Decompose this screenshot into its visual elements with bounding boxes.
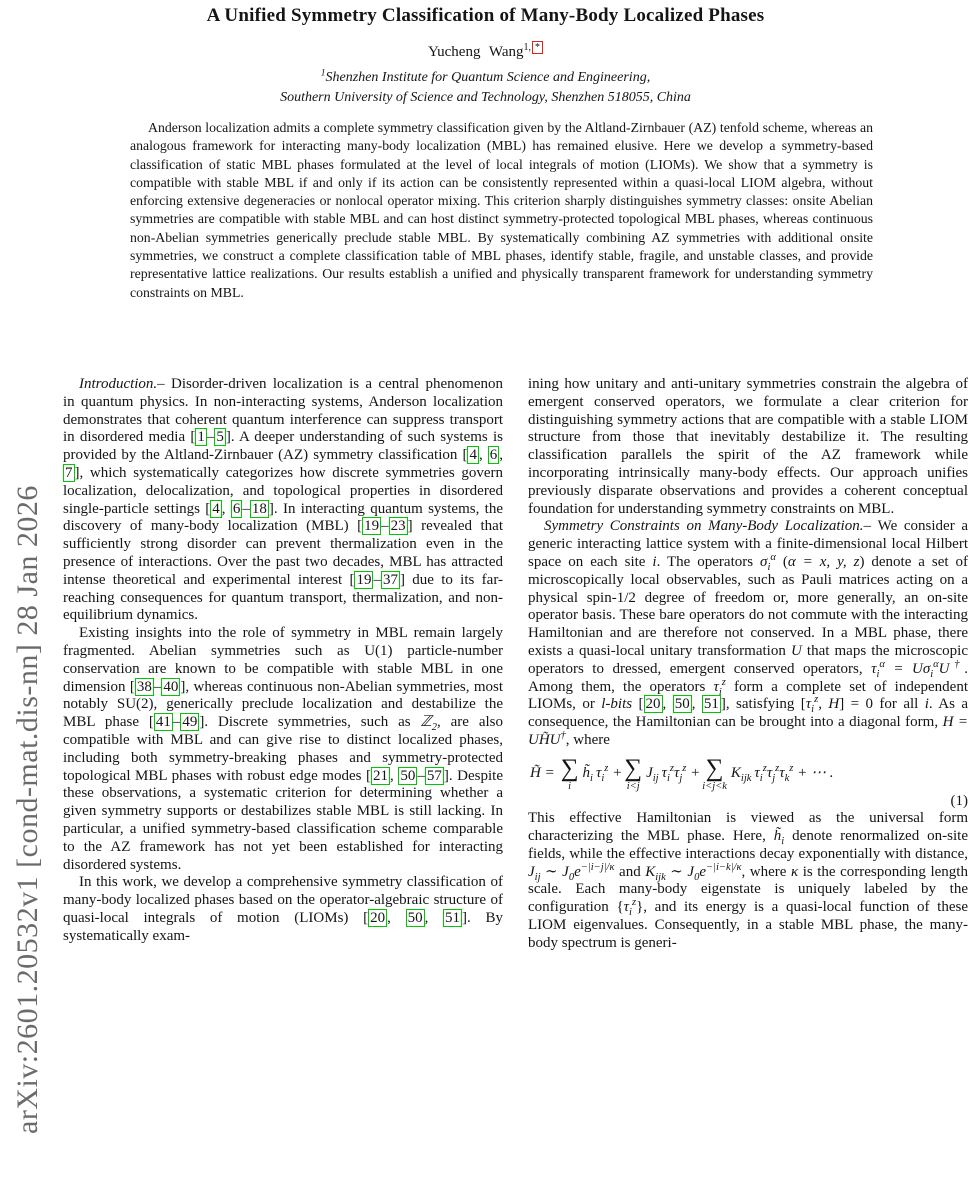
abstract: Anderson localization admits a complete symmetry classification given by the Altland-Zirnbauer (AZ) tenfold scheme, whereas an analogous framework for interacting many-body localization (MBL) has remained elusive. Here we develop a symmetry-based classification of static MBL phases formulated at the level of local integrals of motion (LIOMs). We show that a symmetry is compatible with stable MBL if and only if its action can be consistently represented within a quasi-local LIOM algebra, without enforcing extensive degeneracies or nonlocal operator mixing. This criterion sharply distinguishes symmetry classes: onsite Abelian symmetries are compatible with stable MBL and can host distinct symmetry-protected topological MBL phases, whereas continuous non-Abelian symmetries generically preclude stable MBL. By systematically combining AZ symmetries with additional onsite symmetries, we construct a complete classification table of MBL phases, identify stable, fragile, and unstable classes, and provide representative lattice realizations. Our results establish a unified and physically transparent framework for understanding symmetry constraints on MBL.	[130, 120, 873, 300]
citation-link[interactable]: 50	[400, 767, 416, 784]
equation-term: $J_{ij}$ $\tau_i^z\tau_j^z$ +	[646, 763, 701, 785]
citation-link[interactable]: 40	[163, 678, 179, 695]
math-inline: ℤ$_2$	[420, 714, 437, 734]
citation-link[interactable]: 38	[136, 678, 152, 695]
math-inline: $J_{ij}$ ∼ $J_0e^{-|i-j|/\kappa}$	[528, 861, 615, 883]
math-inline: α = x, y, z	[787, 553, 860, 570]
citation-link[interactable]: 23	[390, 518, 406, 535]
citation-link[interactable]: 19	[356, 571, 372, 588]
equation-number: (1)	[950, 793, 968, 810]
arxiv-watermark: arXiv:2601.20532v1 [cond-mat.dis-nn] 28 Jan 2026	[11, 485, 44, 1134]
citation-link[interactable]: 20	[645, 696, 661, 713]
citation-link[interactable]: 7	[65, 464, 73, 481]
equation-term: $K_{ijk}$ $\tau_i^z\tau_j^z\tau_k^z$ + ⋯ .	[730, 763, 834, 785]
citation-link[interactable]: 51	[445, 909, 461, 926]
body-paragraph: This effective Hamiltonian is viewed as the universal form characterizing the MBL phase. Here, $h̃_i$ denote renormalized on-site fields, while the effective interactions decay exponentially with distance, $J_{ij}$ ∼ $J_0e^{-|i-j|/\kappa}$ and $K_{ijk}$ ∼ $J_0e^{-|i-k|/\kappa}$, where κ is the corresponding length scale. Each many-body eigenstate is uniquely labeled by the configuration $\{\tau_i^z\}$, and its energy is a quasi-local function of these LIOM eigenvalues. Consequently, in a stable MBL phase, the many-body spectrum is generi-	[528, 810, 969, 951]
left-column	[63, 376, 503, 946]
equation-term: $h̃_i$ $\tau_i^z$ +	[582, 763, 623, 785]
author-email-link[interactable]: *	[532, 41, 543, 54]
equation-lhs: H̃ =	[530, 765, 555, 782]
citation-link[interactable]: 57	[426, 767, 442, 784]
math-inline: $h̃_i$	[773, 828, 785, 848]
affiliation-line-1	[0, 68, 971, 88]
affiliation	[0, 68, 971, 108]
affiliation-institute: Shenzhen Institute for Quantum Science and Engineering,	[325, 70, 651, 85]
math-inline: κ	[790, 863, 799, 880]
citation-group: [ 20 , 50 , 51 ]	[638, 696, 726, 713]
math-inline: $\tau_i^z$	[713, 676, 726, 698]
citation-group: [ 4 , 6 – 18 ]	[205, 500, 274, 517]
citation-group: [ 38 – 40 ]	[129, 678, 186, 695]
citation-group: [ 19 – 23 ]	[357, 518, 413, 535]
citation-group: [ 19 – 37 ]	[349, 571, 405, 588]
citation-link[interactable]: 6	[232, 500, 241, 517]
citation-link[interactable]: 18	[251, 500, 267, 517]
citation-link[interactable]: 41	[155, 714, 171, 731]
math-inline: i	[652, 553, 657, 570]
body-paragraph: Symmetry Constraints on Many-Body Localization.– We consider a generic interacting lattice system with a finite-dimensional local Hilbert space on each site i. The operators $\sigma_i^\alpha$ (α = x, y, z) denote a set of microscopically local observables, such as Pauli matrices acting on a physical spin-1/2 degree of freedom or, more generally, an on-site operator basis. These bare operators do not commute with the interacting Hamiltonian and are therefore not conserved. In a MBL phase, there exists a quasi-local unitary transformation U that maps the microscopic operators to dressed, emergent conserved operators, $\tau_i^\alpha = U\sigma_i^\alpha U^\dagger$. Among them, the operators $\tau_i^z$ form a complete set of independent LIOMs, or l-bits [ 20 , 50 , 51 ], satisfying [$\tau_i^z$, H] = 0 for all i. As a consequence, the Hamiltonian can be brought into a diagonal form, H = UH̃U†, where	[528, 518, 969, 748]
affiliation-line-2: Southern University of Science and Technology, Shenzhen 518055, China	[280, 90, 691, 105]
body-paragraph: In this work, we develop a comprehensive symmetry classification of many-body localized phases based on the operator-algebraic structure of quasi-local integrals of motion (LIOMs) [ 20 , 50 , 51 ]. By systematically exam-	[63, 874, 503, 944]
paper-title: A Unified Symmetry Classification of Many-Body Localized Phases	[206, 5, 765, 26]
author-affil-ref: 1,	[523, 42, 532, 53]
citation-link[interactable]: 1	[197, 429, 205, 446]
citation-link[interactable]: 21	[373, 767, 389, 784]
body-paragraph: Introduction.– Disorder-driven localization is a central phenomenon in quantum physics. In non-interacting systems, Anderson localization demonstrates that coherent quantum interference can suppress transport in disordered media [ 1 – 5 ]. A deeper understanding of such systems is provided by the Altland-Zirnbauer (AZ) symmetry classification [ 4 , 6 , 7 ], which systematically categorizes how discrete symmetries govern localization, delocalization, and topological properties in disordered single-particle settings [ 4 , 6 – 18 ]. In interacting quantum systems, the discovery of many-body localization (MBL) [ 19 – 23 ] revealed that sufficiently strong disorder can prevent thermalization even in the presence of interactions. Over the past two decades, MBL has attracted intense theoretical and experimental interest [ 19 – 37 ] due to its far-reaching consequences for quantum transport, thermalization, and non-equilibrium dynamics.	[63, 376, 504, 624]
math-inline: H = UH̃U†	[528, 714, 968, 748]
citation-group: [ 1 – 5 ]	[190, 429, 231, 446]
math-inline: U	[790, 642, 802, 659]
author-superscript	[524, 42, 544, 53]
math-inline: $K_{ijk}$ ∼ $J_0e^{-|i-k|/\kappa}$	[645, 861, 742, 883]
math-inline: i	[924, 696, 929, 713]
sum-operator: ∑ i<j	[624, 754, 643, 792]
math-inline: $\tau_i^z$, H	[805, 694, 840, 716]
citation-link[interactable]: 50	[407, 909, 423, 926]
citation-group: [ 41 – 49 ]	[148, 714, 205, 731]
sum-operator: ∑ i	[560, 754, 579, 792]
author-name: Yucheng Wang	[427, 44, 524, 60]
body-paragraph: ining how unitary and anti-unitary symmetries constrain the algebra of emergent conserved operators, we formulate a clear criterion for distinguishing symmetry actions that are compatible with a stable LIOM structure from those that inevitably destabilize it. The resulting classification parallels the spirit of the AZ framework while incorporating intrinsically many-body effects. Our approach unifies previously disparate observations and provides a coherent conceptual foundation for understanding symmetry constraints on MBL.	[528, 376, 968, 517]
body-paragraph: Existing insights into the role of symmetry in MBL remain largely fragmented. Abelian symmetries such as U(1) particle-number conservation are known to be compatible with stable MBL in one dimension [ 38 – 40 ], whereas continuous non-Abelian symmetries, most notably SU(2), generically preclude localization and destabilize the MBL phase [ 41 – 49 ]. Discrete symmetries, such as ℤ$_2$, are also compatible with MBL and can give rise to distinct localized phases, including both symmetry-breaking phases and symmetry-protected topological MBL phases with robust edge modes [ 21 , 50 – 57 ]. Despite these observations, a systematic criterion for determining whether a given symmetry supports or destabilizes stable MBL is still lacking. In particular, a unified symmetry-based classification scheme comparable to the AZ framework has not yet been established for interacting disordered systems.	[63, 625, 503, 873]
equation-1	[528, 756, 968, 811]
math-inline: $\tau_i^z$	[623, 897, 637, 919]
citation-link[interactable]: 4	[469, 447, 477, 464]
italic-text: Introduction.–	[79, 376, 172, 392]
citation-link[interactable]: 20	[370, 909, 386, 926]
citation-link[interactable]: 49	[182, 714, 198, 731]
citation-link[interactable]: 19	[364, 518, 380, 535]
citation-link[interactable]: 37	[382, 571, 398, 588]
citation-link[interactable]: 5	[216, 429, 224, 446]
sum-operator: ∑ i<j<k	[702, 754, 727, 792]
citation-link[interactable]: 6	[489, 447, 498, 464]
equation-body	[528, 756, 968, 793]
citation-link[interactable]: 4	[212, 500, 220, 517]
author-line	[0, 44, 971, 61]
affiliation-superscript: 1	[320, 68, 326, 79]
italic-text: Symmetry Constraints on Many-Body Localization.–	[544, 518, 878, 535]
citation-group: [ 4 , 6 , 7 ]	[65, 447, 504, 481]
citation-link[interactable]: 51	[703, 696, 719, 713]
citation-group: [ 20 , 50 , 51 ]	[363, 909, 468, 926]
italic-text: l-bits	[601, 696, 633, 713]
math-inline: $\sigma_i^\alpha$	[760, 551, 776, 573]
right-column	[528, 376, 968, 953]
citation-link[interactable]: 50	[674, 696, 690, 713]
math-inline: $\tau_i^\alpha = U\sigma_i^\alpha U^\dagger$	[871, 658, 965, 680]
citation-group: [ 21 , 50 – 57 ]	[366, 767, 449, 784]
